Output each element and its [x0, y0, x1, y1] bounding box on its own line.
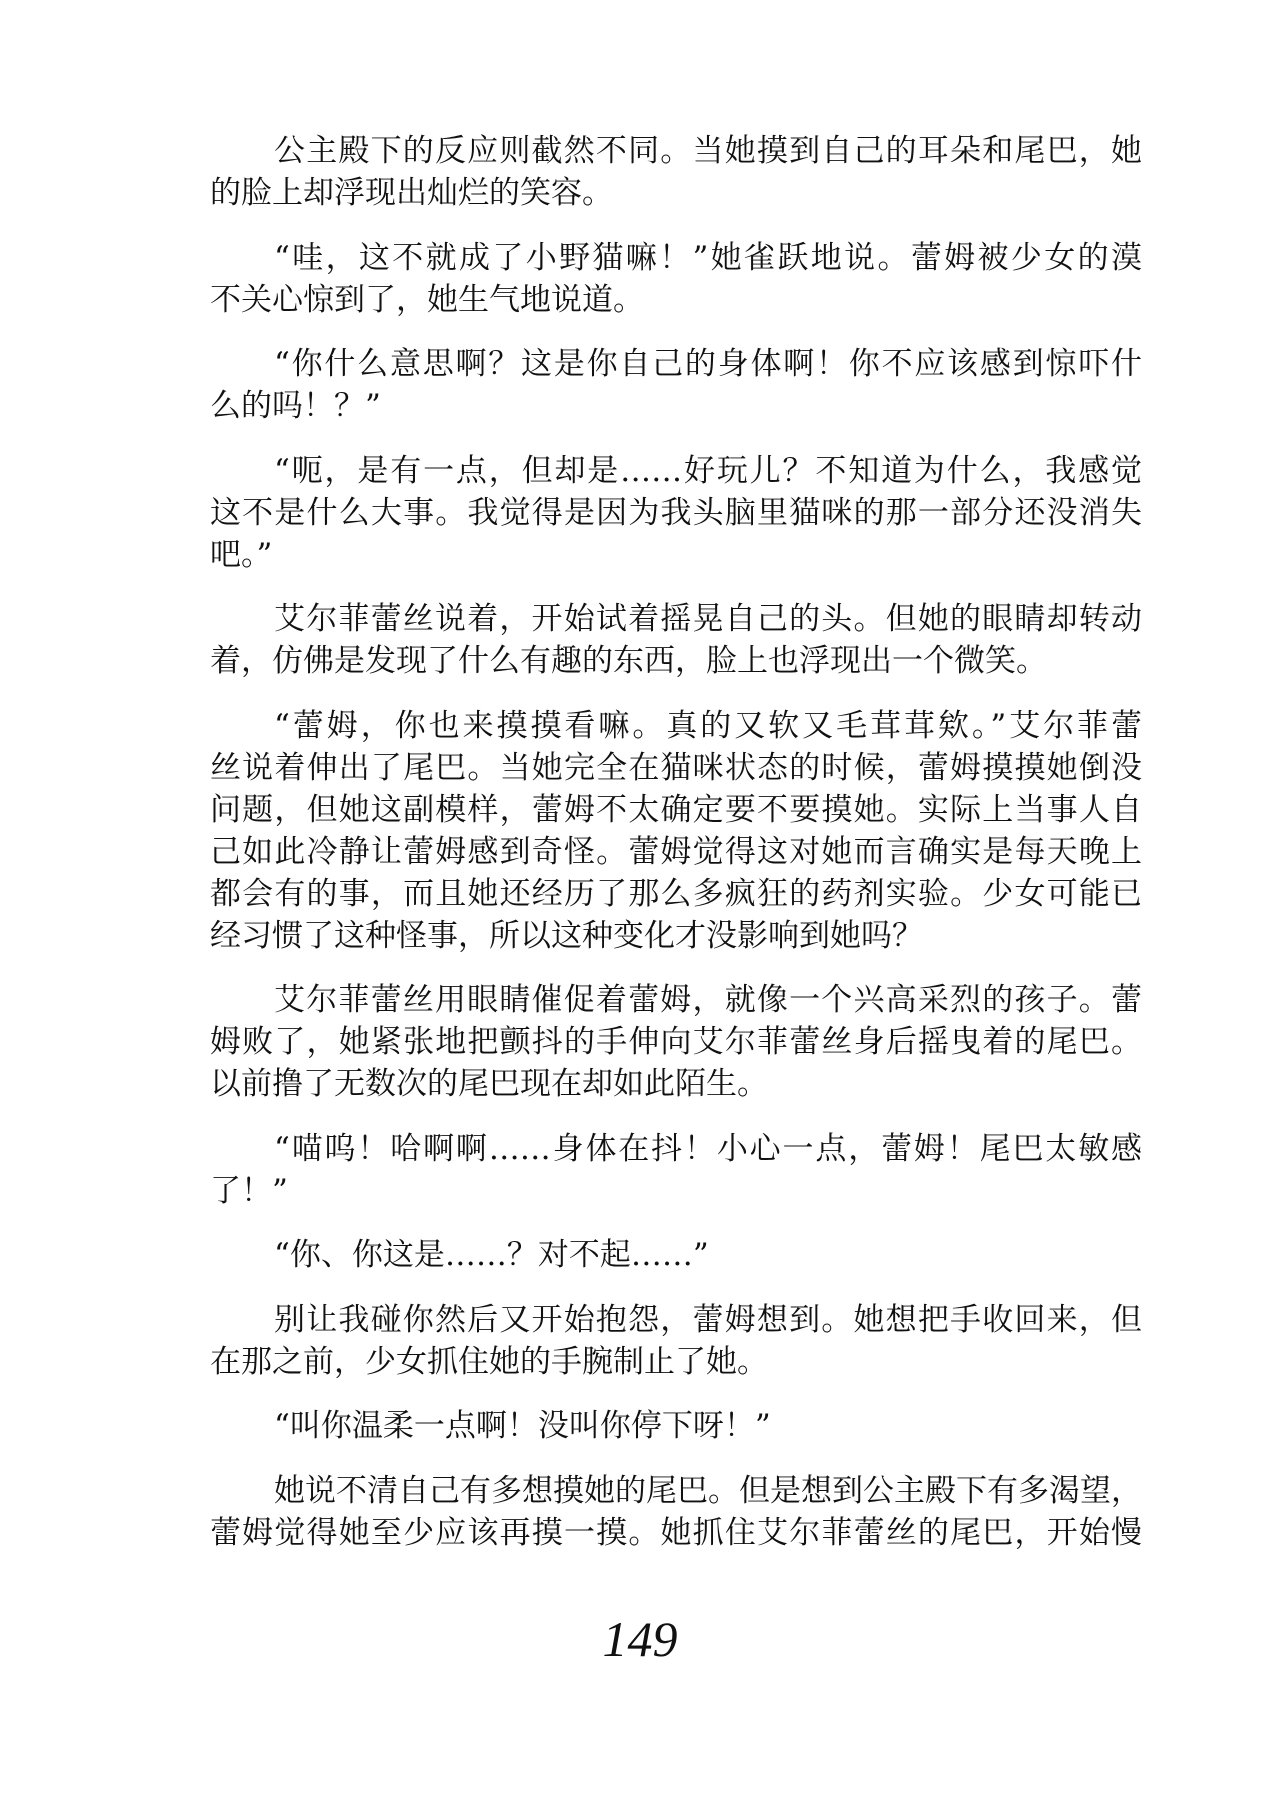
paragraph — [210, 1299, 1142, 1383]
text-line: 姆败了，她紧张地把颤抖的手伸向艾尔菲蕾丝身后摇曳着的尾巴。 — [210, 1024, 1142, 1060]
text-line: 这不是什么大事。我觉得是因为我头脑里猫咪的那一部分还没消失 — [210, 494, 1142, 531]
text-line: 在那之前，少女抓住她的手腕制止了她。 — [210, 1343, 768, 1380]
body-text — [210, 130, 1142, 1576]
text-line: 以前撸了无数次的尾巴现在却如此陌生。 — [210, 1066, 768, 1102]
paragraph — [210, 979, 1142, 1105]
text-line: 丝说着伸出了尾巴。当她完全在猫咪状态的时候，蕾姆摸摸她倒没 — [210, 749, 1142, 786]
text-line: “呃，是有一点，但却是……好玩儿？不知道为什么，我感觉 — [274, 452, 1142, 489]
text-line: “哇，这不就成了小野猫嘛！”她雀跃地说。蕾姆被少女的漠 — [274, 239, 1142, 276]
paragraph — [210, 450, 1142, 576]
paragraph — [210, 237, 1142, 321]
text-line: 己如此冷静让蕾姆感到奇怪。蕾姆觉得这对她而言确实是每天晚上 — [210, 833, 1142, 870]
text-line: 艾尔菲蕾丝说着，开始试着摇晃自己的头。但她的眼睛却转动 — [274, 601, 1142, 637]
paragraph — [210, 1128, 1142, 1212]
text-line: 了！” — [210, 1172, 288, 1209]
text-line: “你什么意思啊？这是你自己的身体啊！你不应该感到惊吓什 — [274, 346, 1142, 382]
text-line: 蕾姆觉得她至少应该再摸一摸。她抓住艾尔菲蕾丝的尾巴，开始慢 — [210, 1514, 1142, 1551]
text-line: 公主殿下的反应则截然不同。当她摸到自己的耳朵和尾巴，她 — [274, 133, 1142, 169]
text-line: 不关心惊到了，她生气地说道。 — [210, 281, 644, 318]
page-number: 149 — [602, 1611, 678, 1667]
text-line: “喵呜！哈啊啊……身体在抖！小心一点，蕾姆！尾巴太敏感 — [274, 1130, 1142, 1167]
text-line: 艾尔菲蕾丝用眼睛催促着蕾姆，就像一个兴高采烈的孩子。蕾 — [274, 982, 1142, 1018]
text-line: “蕾姆，你也来摸摸看嘛。真的又软又毛茸茸欸。”艾尔菲蕾 — [274, 707, 1142, 744]
text-line: 别让我碰你然后又开始抱怨，蕾姆想到。她想把手收回来，但 — [274, 1301, 1142, 1338]
text-line: 么的吗！？” — [210, 388, 381, 424]
text-line: 的脸上却浮现出灿烂的笑容。 — [210, 175, 613, 211]
text-line: 她说不清自己有多想摸她的尾巴。但是想到公主殿下有多渴望， — [274, 1472, 1142, 1509]
paragraph — [210, 1470, 1142, 1554]
text-line: 吧。” — [210, 536, 273, 573]
text-line: “你、你这是……？对不起……” — [274, 1237, 709, 1273]
paragraph — [210, 1405, 1142, 1447]
text-line: 都会有的事，而且她还经历了那么多疯狂的药剂实验。少女可能已 — [210, 875, 1142, 912]
text-line: 经习惯了这种怪事，所以这种变化才没影响到她吗？ — [210, 917, 923, 954]
paragraph — [210, 130, 1142, 214]
paragraph — [210, 598, 1142, 682]
text-line: 问题，但她这副模样，蕾姆不太确定要不要摸她。实际上当事人自 — [210, 791, 1142, 828]
paragraph — [210, 343, 1142, 427]
paragraph — [210, 1234, 1142, 1276]
paragraph — [210, 705, 1142, 957]
text-line: 着，仿佛是发现了什么有趣的东西，脸上也浮现出一个微笑。 — [210, 643, 1047, 679]
text-line: “叫你温柔一点啊！没叫你停下呀！” — [274, 1408, 771, 1444]
